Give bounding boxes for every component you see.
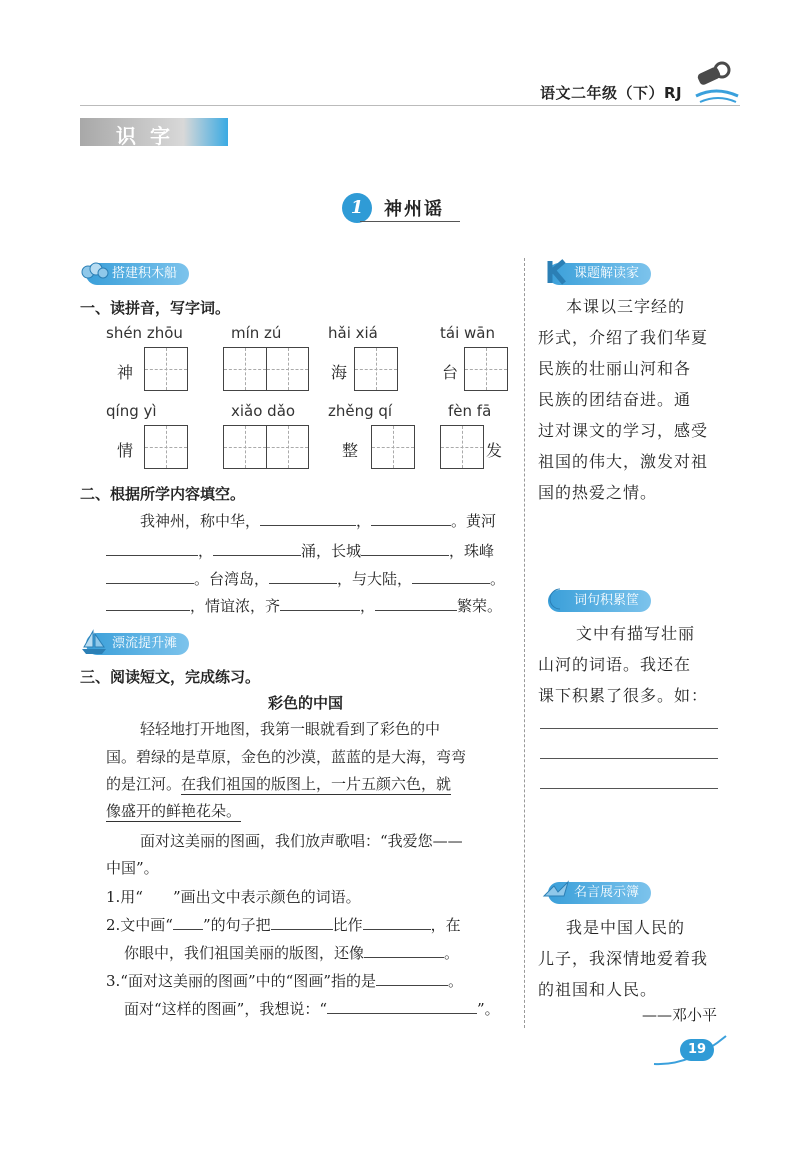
answer-blank[interactable] <box>412 568 490 584</box>
q2-line-3: 。台湾岛， ，与大陆， 。 <box>106 566 505 593</box>
answer-blank[interactable] <box>371 510 451 526</box>
pinyin: fèn fā <box>448 402 492 420</box>
section-title: 识字 <box>116 124 184 148</box>
answer-blank[interactable] <box>260 510 356 526</box>
given-char: 台 <box>442 363 459 382</box>
answer-blank[interactable] <box>271 914 333 930</box>
q2-line-2: ， 涌，长城 ，珠峰 <box>106 538 494 565</box>
pinyin: xiǎo dǎo <box>231 402 296 420</box>
sub-question-3-cont: 面对“这样的图画”，我想说：“ ”。 <box>124 1000 500 1018</box>
writing-grid[interactable] <box>144 425 188 469</box>
writing-grid[interactable] <box>440 425 484 469</box>
tag-drift-shoal-label: 漂流提升滩 <box>112 636 178 651</box>
writing-grid[interactable] <box>223 347 309 391</box>
answer-blank[interactable] <box>269 568 337 584</box>
answer-blank[interactable] <box>376 970 448 986</box>
tag-drift-shoal <box>86 633 189 655</box>
answer-blank[interactable] <box>375 595 457 611</box>
answer-blank[interactable] <box>361 540 449 556</box>
sub-question-2-cont: 你眼中，我们祖国美丽的版图，还像 。 <box>124 944 460 962</box>
telescope-icon <box>690 58 742 104</box>
tag-topic-reader-label: 课题解读家 <box>574 266 640 281</box>
answer-blank[interactable] <box>106 540 198 556</box>
tag-word-basket-label: 词句积累筐 <box>574 593 640 608</box>
answer-blank[interactable] <box>280 595 360 611</box>
passage-line: 中国”。 <box>106 859 159 877</box>
underlined-sentence: 像盛开的鲜艳花朵。 <box>106 802 242 820</box>
passage-line <box>106 798 241 825</box>
answer-blank[interactable] <box>364 942 444 958</box>
quote-text: 我是中国人民的 儿子，我深情地爱着我 的祖国和人民。 <box>538 918 709 999</box>
answer-line[interactable] <box>540 758 718 759</box>
given-char: 发 <box>486 441 503 460</box>
answer-line[interactable] <box>540 728 718 729</box>
lesson-title: 神州谣 <box>384 199 444 220</box>
writing-grid[interactable] <box>371 425 415 469</box>
pinyin: shén zhōu <box>106 324 183 342</box>
page-number: 19 <box>680 1039 714 1061</box>
pinyin: tái wān <box>440 324 495 342</box>
underlined-sentence: 在我们祖国的版图上，一片五颜六色，就 <box>181 775 452 793</box>
given-char: 神 <box>117 363 134 382</box>
q2-line-4: ，情谊浓，齐 ， 繁荣。 <box>106 593 502 620</box>
passage-title: 彩色的中国 <box>268 694 344 712</box>
blocks-icon <box>80 259 110 285</box>
tag-topic-reader <box>548 263 651 285</box>
q3-title: 三、阅读短文，完成练习。 <box>80 668 261 686</box>
sub-question-1: 1.用“ ”画出文中表示颜色的词语。 <box>106 884 361 911</box>
passage-line: 国。碧绿的是草原，金色的沙漠，蓝蓝的是大海，弯弯 <box>106 748 467 766</box>
answer-blank[interactable] <box>106 595 190 611</box>
line-sample <box>173 914 203 930</box>
writing-grid[interactable] <box>354 347 398 391</box>
pinyin: zhěng qí <box>328 402 393 420</box>
passage-line: 轻轻地打开地图，我第一眼就看到了彩色的中 <box>140 720 441 738</box>
answer-blank[interactable] <box>327 998 477 1014</box>
answer-line[interactable] <box>540 788 718 789</box>
header-rule <box>80 105 740 106</box>
writing-grid[interactable] <box>223 425 309 469</box>
answer-blank[interactable] <box>363 914 431 930</box>
tag-quote-book <box>548 882 651 904</box>
passage-line: 面对这美丽的图画，我们放声歌唱：“我爱您—— <box>140 832 463 850</box>
moon-icon <box>542 586 572 612</box>
sub-question-2: 2.文中画“ ”的句子把 比作 ，在 <box>106 916 461 934</box>
word-text: 文中有描写壮丽 山河的词语。我还在 课下积累了很多。如： <box>538 624 709 705</box>
passage-line: 的是江河。在我们祖国的版图上，一片五颜六色，就 <box>106 775 452 793</box>
topic-text: 本课以三字经的 形式，介绍了我们华夏 民族的壮丽山河和各 民族的团结奋进。通 过对课文的学习，感受 祖国的伟大，激发对祖 国的热爱之情。 <box>538 297 709 502</box>
given-char: 海 <box>331 363 348 382</box>
q2-line-1: 我神州，称中华， ， 。黄河 <box>140 512 497 530</box>
quote-attribution: ——邓小平 <box>642 1006 718 1024</box>
column-divider <box>524 258 525 1028</box>
sailboat-icon <box>80 629 110 655</box>
given-char: 整 <box>342 441 359 460</box>
answer-blank[interactable] <box>106 568 194 584</box>
lesson-title-underline <box>360 221 460 222</box>
tag-word-basket <box>548 590 651 612</box>
answer-blank[interactable] <box>213 540 301 556</box>
given-char: 情 <box>117 441 134 460</box>
bird-icon <box>542 878 572 904</box>
q2-title: 二、根据所学内容填空。 <box>80 485 246 503</box>
section-banner <box>80 118 228 146</box>
writing-grid[interactable] <box>144 347 188 391</box>
sub-question-3: 3.“面对这美丽的图画”中的“图画”指的是 。 <box>106 972 464 990</box>
letter-k-icon <box>542 259 572 285</box>
writing-grid[interactable] <box>464 347 508 391</box>
q1-title: 一、读拼音，写字词。 <box>80 299 231 317</box>
tag-build-boat-label: 搭建积木船 <box>112 266 178 281</box>
tag-quote-book-label: 名言展示簿 <box>574 885 640 900</box>
pinyin: hǎi xiá <box>328 324 378 342</box>
lesson-number: 1 <box>342 193 372 223</box>
tag-build-boat <box>86 263 189 285</box>
pinyin: mín zú <box>231 324 282 342</box>
pinyin: qíng yì <box>106 402 157 420</box>
wavy-line-sample <box>143 884 173 911</box>
book-title: 语文二年级（下）RJ <box>540 84 683 102</box>
